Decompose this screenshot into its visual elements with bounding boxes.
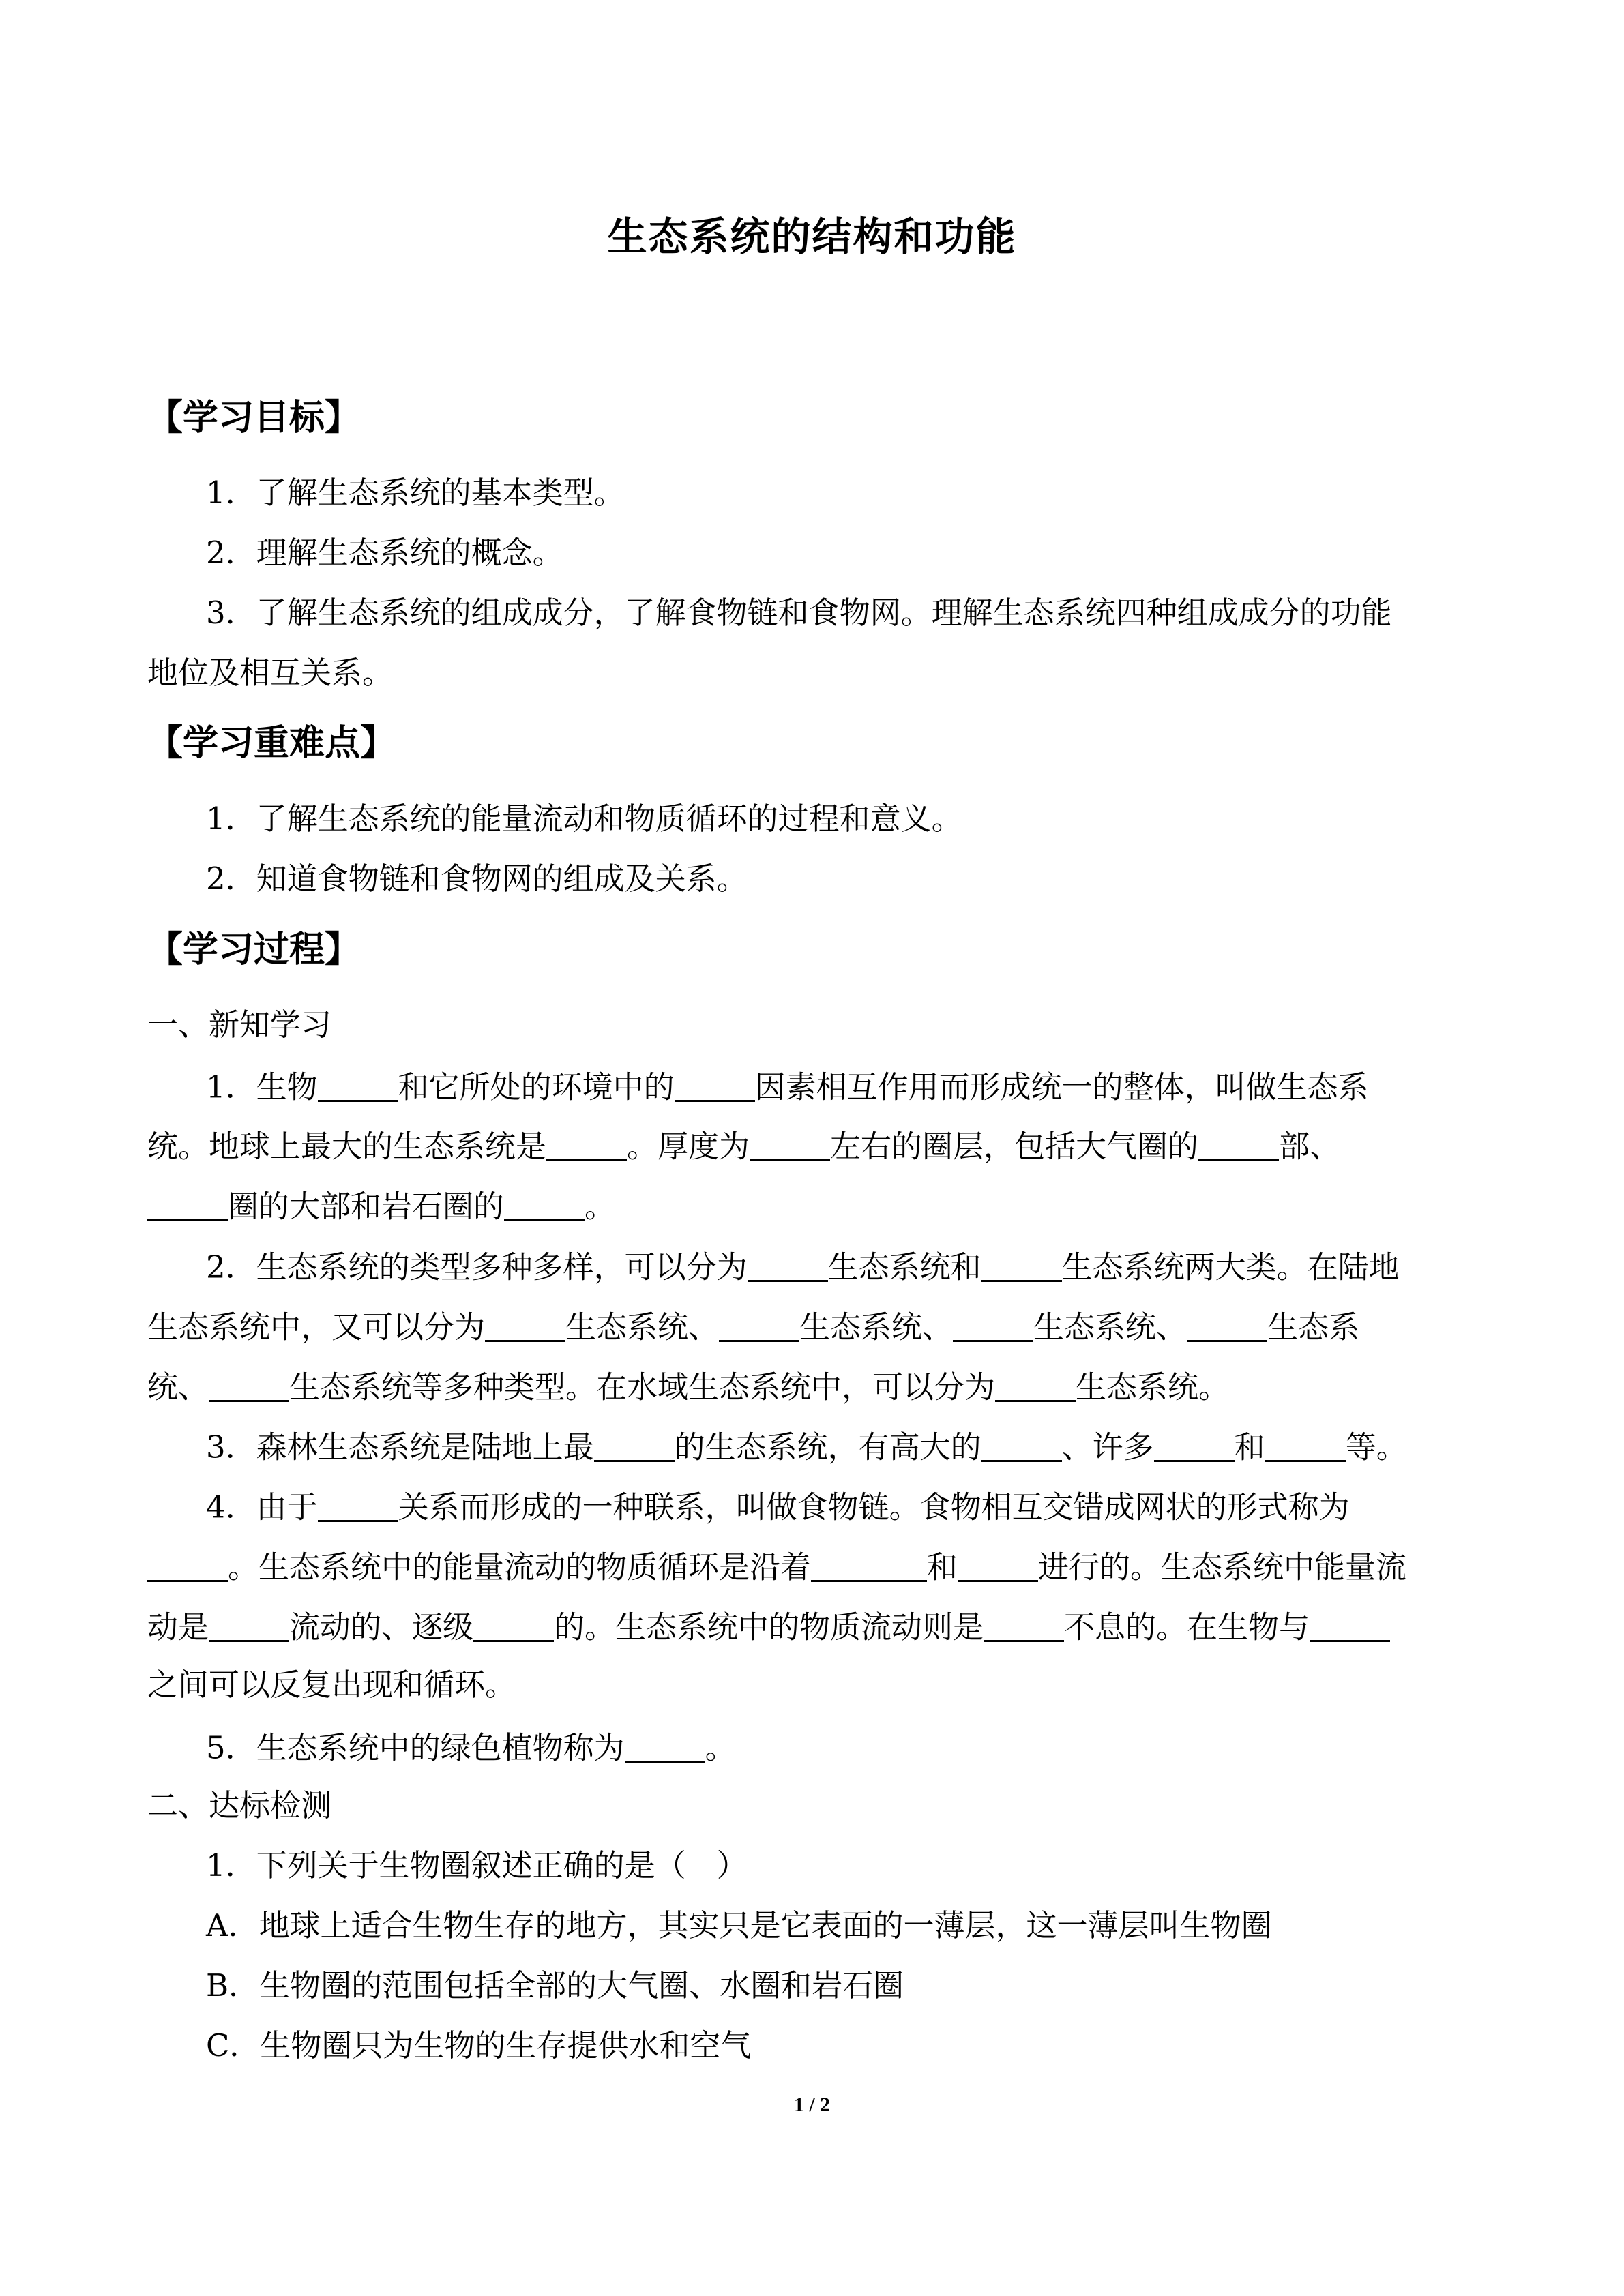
fill-blank[interactable] [625,1730,705,1763]
fill-blank[interactable] [958,1549,1038,1582]
fill-blank[interactable] [1154,1429,1235,1462]
goal-1: 1．了解生态系统的基本类型。 [206,475,625,511]
fill-blank[interactable] [981,1429,1062,1462]
question-2-line-2: 生态系统中，又可以分为 生态系统、 生态系统、 生态系统、 生态系 [147,1309,1360,1345]
section-heading-goals: 【学习目标】 [147,398,361,438]
fill-blank[interactable] [1310,1609,1390,1642]
fill-blank[interactable] [546,1129,627,1161]
fill-blank[interactable] [318,1069,398,1102]
section-heading-key-points: 【学习重难点】 [147,723,396,764]
fill-blank[interactable] [981,1249,1062,1282]
question-1-line-1: 1．生物 和它所处的环境中的 因素相互作用而形成统一的整体，叫做生态系 [206,1069,1369,1105]
fill-blank[interactable] [719,1309,799,1342]
fill-blank[interactable] [953,1309,1033,1342]
goal-3-line-1: 3．了解生态系统的组成成分，了解食物链和食物网。理解生态系统四种组成成分的功能 [206,595,1392,631]
fill-blank[interactable] [1265,1429,1346,1462]
question-4-line-4: 之间可以反复出现和循环。 [147,1667,516,1703]
fill-blank[interactable] [675,1069,755,1102]
option-c: C．生物圈只为生物的生存提供水和空气 [206,2027,752,2063]
document-title: 生态系统的结构和功能 [607,213,1017,260]
part-heading-check: 二、达标检测 [147,1787,332,1823]
section-heading-process: 【学习过程】 [147,929,361,970]
question-2-line-1: 2．生态系统的类型多种多样，可以分为 生态系统和 生态系统两大类。在陆地 [206,1249,1400,1285]
fill-blank[interactable] [504,1189,585,1221]
fill-blank[interactable] [318,1489,398,1522]
key-point-1: 1．了解生态系统的能量流动和物质循环的过程和意义。 [206,801,962,837]
question-1-line-2: 统。地球上最大的生态系统是 。厚度为 左右的圈层，包括大气圈的 部、 [147,1128,1341,1165]
goal-3-line-2: 地位及相互关系。 [147,655,394,691]
key-point-2: 2．知道食物链和食物网的组成及关系。 [206,861,748,897]
fill-blank[interactable] [984,1609,1064,1642]
question-2-line-3: 统、 生态系统等多种类型。在水域生态系统中，可以分为 生态系统。 [147,1369,1230,1405]
question-5: 5．生态系统中的绿色植物称为 。 [206,1729,736,1766]
question-3: 3．森林生态系统是陆地上最 的生态系统，有高大的 、许多 和 等。 [206,1429,1407,1465]
question-4-line-1: 4．由于 关系而形成的一种联系，叫做食物链。食物相互交错成网状的形式称为 [206,1489,1350,1525]
fill-blank[interactable] [748,1249,828,1282]
fill-blank[interactable] [473,1609,554,1642]
fill-blank[interactable] [147,1549,228,1582]
fill-blank[interactable] [811,1549,927,1582]
fill-blank[interactable] [995,1369,1076,1402]
part-heading-new-knowledge: 一、新知学习 [147,1007,332,1043]
goal-2: 2．理解生态系统的概念。 [206,535,563,571]
question-4-line-3: 动是 流动的、逐级 的。生态系统中的物质流动则是 不息的。在生物与 [147,1609,1390,1642]
fill-blank[interactable] [594,1429,675,1462]
fill-blank[interactable] [1198,1129,1279,1161]
fill-blank[interactable] [485,1309,565,1342]
option-b: B．生物圈的范围包括全部的大气圈、水圈和岩石圈 [206,1967,904,2003]
fill-blank[interactable] [147,1189,228,1221]
fill-blank[interactable] [209,1609,289,1642]
page-number: 1 / 2 [793,2093,831,2116]
question-1-line-3: 圈的大部和岩石圈的 。 [147,1189,615,1221]
test-question-1: 1．下列关于生物圈叙述正确的是（ ） [206,1847,748,1883]
fill-blank[interactable] [750,1129,830,1161]
question-4-line-2: 。生态系统中的能量流动的物质循环是沿着 和 进行的。生态系统中能量流 [147,1549,1406,1582]
fill-blank[interactable] [1187,1309,1267,1342]
fill-blank[interactable] [209,1369,289,1402]
option-a: A．地球上适合生物生存的地方，其实只是它表面的一薄层，这一薄层叫生物圈 [206,1907,1272,1943]
